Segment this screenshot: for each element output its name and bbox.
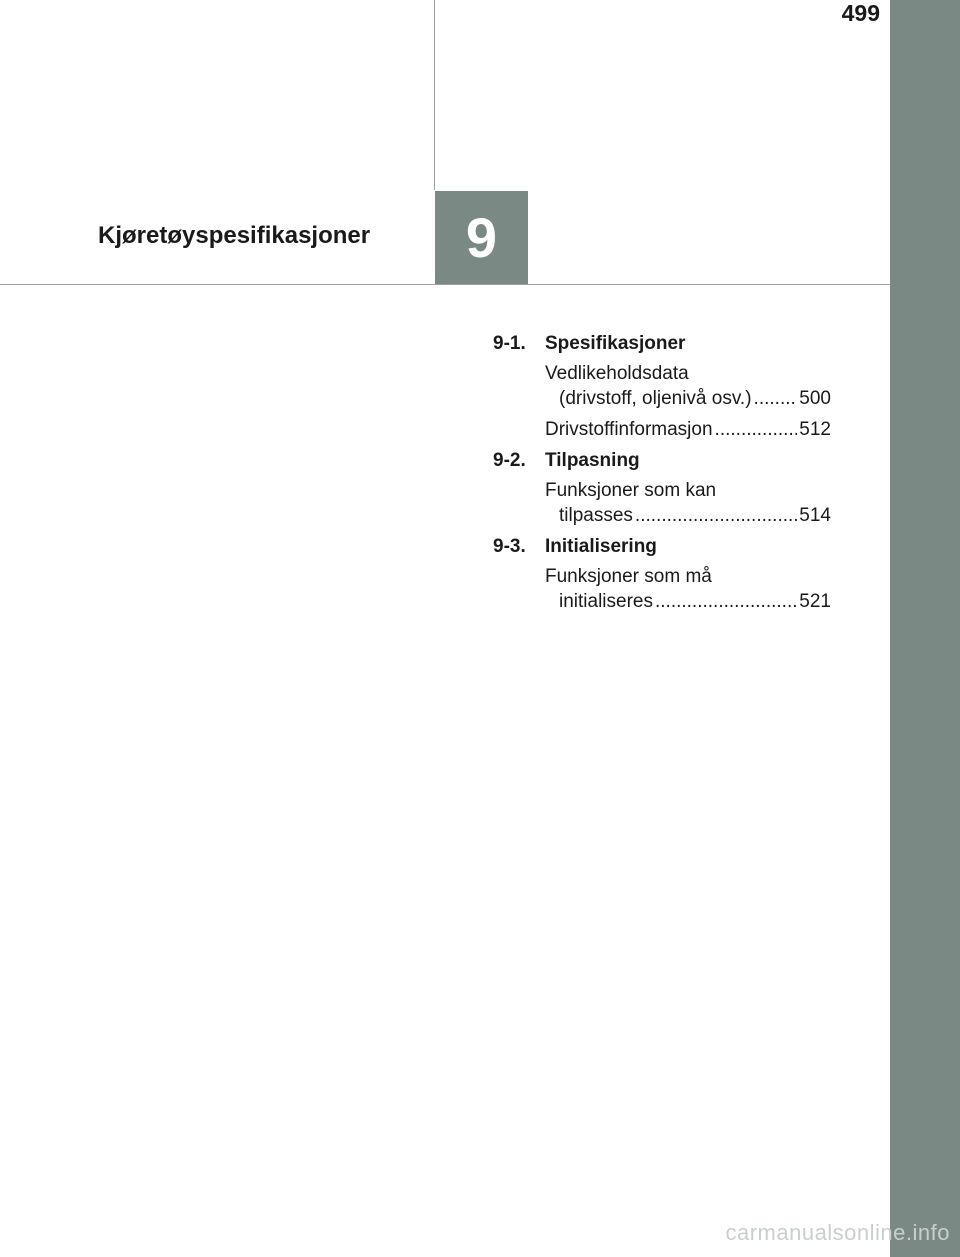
entry-page: 512 [799, 419, 831, 440]
section-title: Spesifikasjoner [545, 333, 686, 354]
toc-entry-funksjoner-initialiseres[interactable] [545, 564, 831, 614]
toc-section-9-2 [493, 448, 831, 528]
toc-section-9-1 [493, 331, 831, 442]
entry-title-continued: tilpasses [559, 505, 633, 526]
dot-leader [635, 503, 797, 528]
entry-title-continued: initialiseres [559, 591, 653, 612]
entry-page: 500 [799, 388, 831, 409]
section-title: Initialisering [545, 536, 657, 557]
dot-leader [754, 386, 798, 411]
watermark: carmanualsonline.info [725, 1220, 950, 1245]
dot-leader [655, 589, 797, 614]
dot-leader [715, 417, 798, 442]
entry-title-continued: (drivstoff, oljenivå osv.) [559, 388, 752, 409]
toc-entry-funksjoner-tilpasses[interactable] [545, 478, 831, 528]
entry-title: Drivstoffinformasjon [545, 419, 713, 440]
toc-entry-drivstoffinformasjon[interactable] [545, 417, 831, 442]
section-number: 9-1. [493, 333, 526, 354]
toc-entry-vedlikeholdsdata[interactable] [545, 361, 831, 411]
chapter-side-tab [890, 0, 960, 1257]
chapter-title: Kjøretøyspesifikasjoner [98, 222, 371, 249]
toc-section-heading[interactable] [493, 534, 831, 559]
section-number: 9-3. [493, 536, 526, 557]
chapter-number-box: 9 [435, 191, 528, 284]
section-title: Tilpasning [545, 450, 640, 471]
toc-section-heading[interactable] [493, 331, 831, 356]
toc-section-heading[interactable] [493, 448, 831, 473]
page-number: 499 [841, 0, 880, 26]
table-of-contents [493, 331, 831, 620]
toc-section-9-3 [493, 534, 831, 614]
entry-page: 514 [799, 505, 831, 526]
entry-title: Vedlikeholdsdata [545, 363, 689, 384]
section-number: 9-2. [493, 450, 526, 471]
entry-title: Funksjoner som kan [545, 480, 717, 501]
entry-page: 521 [799, 591, 831, 612]
vertical-divider [434, 0, 435, 190]
entry-title: Funksjoner som må [545, 566, 712, 587]
horizontal-divider [0, 284, 890, 285]
